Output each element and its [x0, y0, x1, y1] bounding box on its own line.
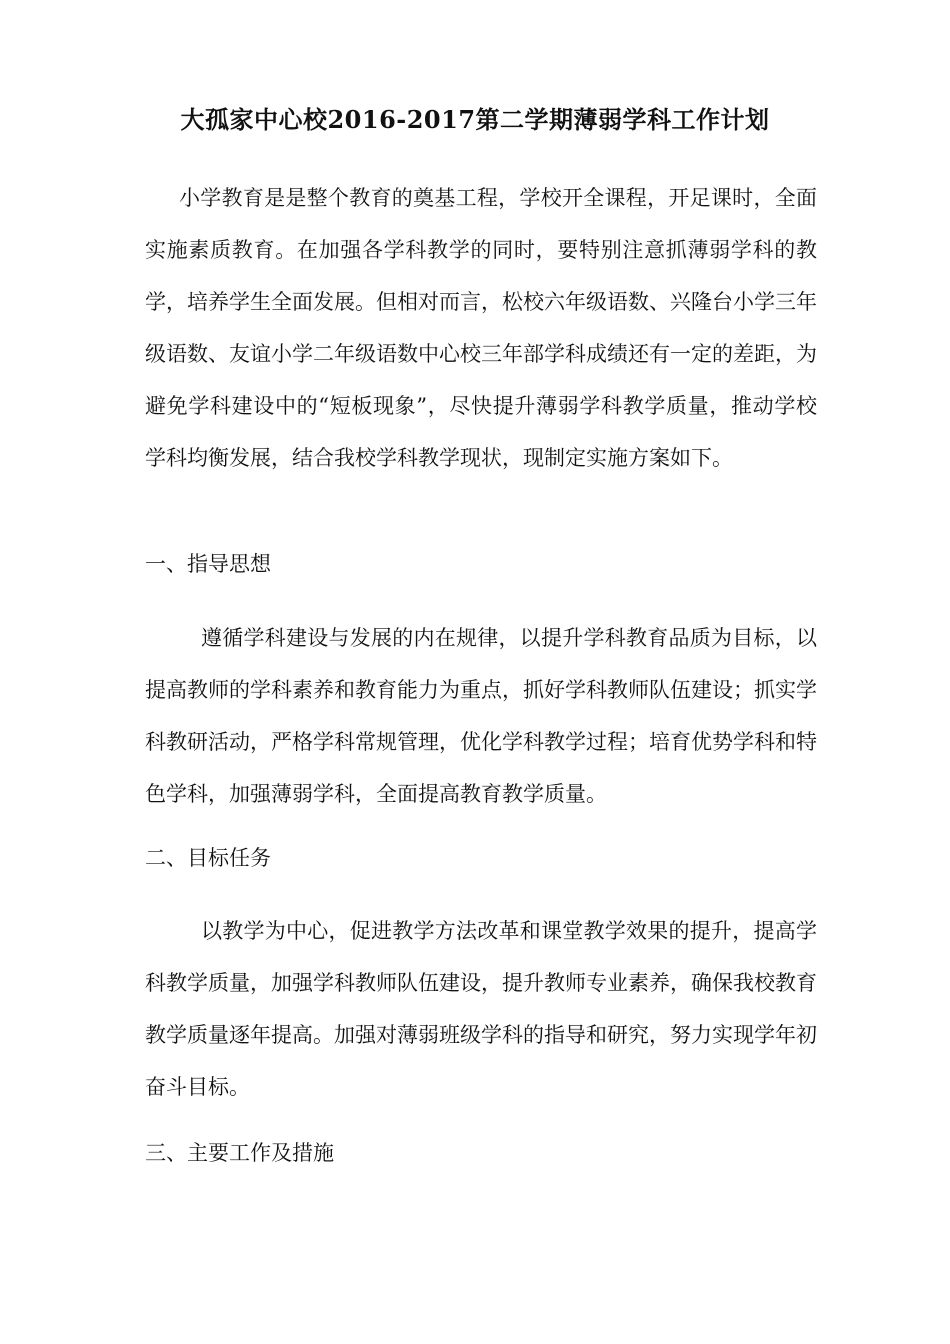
intro-paragraph: 小学教育是是整个教育的奠基工程，学校开全课程，开足课时，全面实施素质教育。在加强各学科教学的同时，要特别注意抓薄弱学科的教学，培养学生全面发展。但相对而言，松校六年级语数、兴隆台小学三年级语数、友谊小学二年级语数中心校三年部学科成绩还有一定的差距，为避免学科建设中的“短板现象”，尽快提升薄弱学科教学质量，推动学校学科均衡发展，结合我校学科教学现状，现制定实施方案如下。 — [145, 186, 817, 470]
document-title: 大孤家中心校2016-2017第二学期薄弱学科工作计划 — [180, 105, 770, 134]
section-heading-3: 三、主要工作及措施 — [145, 1141, 334, 1165]
section-heading-1: 一、指导思想 — [145, 552, 271, 576]
section-body-1: 遵循学科建设与发展的内在规律，以提升学科教育品质为目标，以提高教师的学科素养和教育能力为重点，抓好学科教师队伍建设；抓实学科教研活动，严格学科常规管理，优化学科教学过程；培育优势学科和特色学科，加强薄弱学科，全面提高教育教学质量。 — [145, 626, 817, 806]
section-body-2: 以教学为中心，促进教学方法改革和课堂教学效果的提升，提高学科教学质量，加强学科教师队伍建设，提升教师专业素养，确保我校教育教学质量逐年提高。加强对薄弱班级学科的指导和研究，努力实现学年初奋斗目标。 — [145, 919, 817, 1099]
section-heading-2: 二、目标任务 — [145, 846, 271, 870]
